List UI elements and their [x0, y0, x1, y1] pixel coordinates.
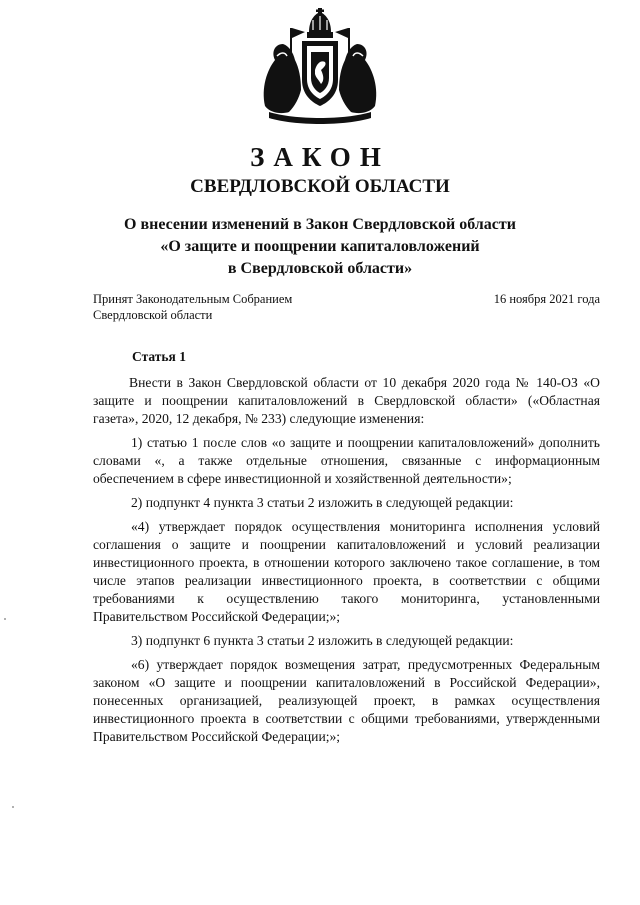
article-paragraph: «6) утверждает порядок возмещения затрат, предусмотренных Федеральным законом «О защите и поощрении капиталовложений в Российской Федерации», понесенных организацией, реализующей проект, в рамках осуществления инвестиционного проекта в соответствии с общими требованиями, утвержденными Правительством Российской Федерации;»; — [93, 657, 600, 744]
subtitle-line: в Свердловской области» — [227, 260, 413, 277]
adoption-body — [93, 291, 292, 323]
adoption-line: Принят Законодательным Собранием — [93, 292, 293, 306]
adoption-line: Свердловской области — [93, 308, 213, 322]
article-paragraph: «4) утверждает порядок осуществления мониторинга исполнения условий соглашения о защите и поощрении капиталовложений и условий реализации инвестиционного проекта, в отношении которого заключено такое соглашение, в том числе этапов реализации инвестиционного проекта, в соответствии с общими требованиями к осуществлению такого мониторинга, установленными Правительством Российской Федерации;»; — [93, 519, 600, 624]
article-body — [93, 374, 600, 752]
adoption-date: 16 ноября 2021 года — [493, 292, 600, 306]
subtitle-line: О внесении изменений в Закон Свердловской области — [124, 216, 516, 233]
scan-speck — [12, 806, 14, 808]
article-paragraph: Внести в Закон Свердловской области от 10 декабря 2020 года № 140-ОЗ «О защите и поощрении капиталовложений в Свердловской области» («Областная газета», 2020, 12 декабря, № 233) следующие изменения: — [93, 375, 600, 426]
law-subtitle — [0, 214, 640, 280]
article-paragraph: 3) подпункт 6 пункта 3 статьи 2 изложить в следующей редакции: — [131, 633, 514, 648]
coat-of-arms-emblem — [255, 8, 385, 128]
subtitle-line: «О защите и поощрении капиталовложений — [160, 238, 480, 255]
article-paragraph: 1) статью 1 после слов «о защите и поощрении капиталовложений» дополнить словами «, а также отдельные отношения, связанные с информационным обеспечением в сфере инвестиционной и хозяйственной деятельности»; — [93, 435, 600, 486]
article-paragraph: 2) подпункт 4 пункта 3 статьи 2 изложить в следующей редакции: — [131, 495, 514, 510]
scan-speck — [4, 618, 6, 620]
law-title: ЗАКОН — [250, 142, 390, 172]
article-heading: Статья 1 — [132, 349, 186, 364]
law-region: СВЕРДЛОВСКОЙ ОБЛАСТИ — [190, 176, 450, 197]
